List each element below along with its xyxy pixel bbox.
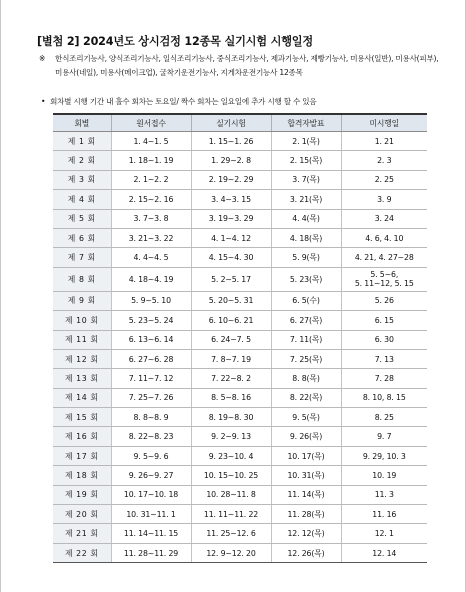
non-exam-days-cell: 5. 26 [341,291,427,310]
practical-exam-cell: 1. 15~1. 26 [191,132,271,151]
table-row [53,369,427,388]
table-row [53,132,427,151]
non-exam-days-cell: 7. 13 [341,349,427,368]
round-cell: 제 14 회 [53,388,111,407]
reference-mark-icon: ※ [39,54,46,63]
round-cell: 제 7 회 [53,248,111,267]
result-date-cell: 10. 17(목) [271,446,341,465]
table-row [53,291,427,310]
table-row [53,388,427,407]
result-date-cell: 4. 4(목) [271,209,341,228]
round-cell: 제 10 회 [53,311,111,330]
application-period-cell: 4. 18~4. 19 [111,267,191,291]
round-cell: 제 1 회 [53,132,111,151]
application-period-cell: 3. 7~3. 8 [111,209,191,228]
result-date-cell: 8. 22(목) [271,388,341,407]
non-exam-days-cell: 3. 9 [341,190,427,209]
non-exam-days-cell: 5. 5~6, 5. 11~12, 5. 15 [341,267,427,291]
practical-exam-cell: 12. 9~12. 20 [191,543,271,562]
round-cell: 제 9 회 [53,291,111,310]
extra-session-note [41,96,316,107]
application-period-cell: 1. 4~1. 5 [111,132,191,151]
application-period-cell: 5. 23~5. 24 [111,311,191,330]
exam-items-note-text: 한식조리기능사, 양식조리기능사, 일식조리기능사, 중식조리기능사, 제과기능사, 제빵기능사, 미용사(일반), 미용사(피부), 미용사(네일), 미용사(메이크업), 굴착기운전기능사, 지게차운전기능사 12종목 [55,54,439,77]
table-row [53,466,427,485]
non-exam-days-cell: 11. 3 [341,485,427,504]
practical-exam-cell: 10. 15~10. 25 [191,466,271,485]
practical-exam-cell: 9. 2~9. 13 [191,427,271,446]
table-row [53,209,427,228]
table-row [53,427,427,446]
practical-exam-cell: 8. 5~8. 16 [191,388,271,407]
application-period-cell: 2. 1~2. 2 [111,170,191,189]
application-period-cell: 10. 17~10. 18 [111,485,191,504]
round-cell: 제 6 회 [53,228,111,247]
result-date-cell: 3. 21(목) [271,190,341,209]
practical-exam-cell: 4. 1~4. 12 [191,228,271,247]
table-row [53,311,427,330]
practical-exam-cell: 2. 19~2. 29 [191,170,271,189]
application-period-cell: 6. 27~6. 28 [111,349,191,368]
table-row [53,485,427,504]
non-exam-days-cell: 3. 24 [341,209,427,228]
non-exam-days-cell: 9. 29, 10. 3 [341,446,427,465]
practical-exam-cell: 10. 28~11. 8 [191,485,271,504]
result-date-cell: 6. 27(목) [271,311,341,330]
non-exam-days-cell: 8. 10, 8. 15 [341,388,427,407]
application-period-cell: 4. 4~4. 5 [111,248,191,267]
practical-exam-cell: 5. 2~5. 17 [191,267,271,291]
practical-exam-cell: 4. 15~4. 30 [191,248,271,267]
application-period-cell: 5. 9~5. 10 [111,291,191,310]
practical-exam-cell: 3. 19~3. 29 [191,209,271,228]
application-period-cell: 7. 11~7. 12 [111,369,191,388]
practical-exam-cell: 5. 20~5. 31 [191,291,271,310]
round-cell: 제 5 회 [53,209,111,228]
result-date-cell: 12. 12(목) [271,524,341,543]
result-date-cell: 8. 8(목) [271,369,341,388]
result-date-cell: 7. 11(목) [271,330,341,349]
practical-exam-cell: 3. 4~3. 15 [191,190,271,209]
bullet-icon: • [41,97,46,106]
result-date-cell: 11. 28(목) [271,505,341,524]
round-cell: 제 17 회 [53,446,111,465]
non-exam-days-cell: 7. 28 [341,369,427,388]
round-cell: 제 13 회 [53,369,111,388]
application-period-cell: 9. 26~9. 27 [111,466,191,485]
round-cell: 제 8 회 [53,267,111,291]
result-date-cell: 5. 23(목) [271,267,341,291]
application-period-cell: 8. 8~8. 9 [111,408,191,427]
application-period-cell: 3. 21~3. 22 [111,228,191,247]
table-row [53,524,427,543]
non-exam-days-cell: 1. 21 [341,132,427,151]
practical-exam-cell: 11. 11~11. 22 [191,505,271,524]
round-cell: 제 22 회 [53,543,111,562]
exam-items-note [39,52,439,80]
practical-exam-cell: 6. 10~6. 21 [191,311,271,330]
application-period-cell: 7. 25~7. 26 [111,388,191,407]
round-cell: 제 11 회 [53,330,111,349]
table-row [53,151,427,170]
table-row [53,408,427,427]
table-row [53,190,427,209]
table-row [53,267,427,291]
practical-exam-cell: 9. 23~10. 4 [191,446,271,465]
result-date-cell: 6. 5(수) [271,291,341,310]
application-period-cell: 1. 18~1. 19 [111,151,191,170]
table-row [53,543,427,562]
result-date-cell: 2. 1(목) [271,132,341,151]
non-exam-days-cell: 12. 14 [341,543,427,562]
header-non-exam-days: 미시행일 [341,114,427,132]
non-exam-days-cell: 2. 25 [341,170,427,189]
table-row [53,330,427,349]
practical-exam-cell: 7. 22~8. 2 [191,369,271,388]
round-cell: 제 3 회 [53,170,111,189]
application-period-cell: 10. 31~11. 1 [111,505,191,524]
result-date-cell: 9. 5(목) [271,408,341,427]
result-date-cell: 7. 25(목) [271,349,341,368]
table-row [53,446,427,465]
practical-exam-cell: 11. 25~12. 6 [191,524,271,543]
table-row [53,248,427,267]
round-cell: 제 15 회 [53,408,111,427]
table-row [53,170,427,189]
application-period-cell: 11. 14~11. 15 [111,524,191,543]
result-date-cell: 11. 14(목) [271,485,341,504]
round-cell: 제 18 회 [53,466,111,485]
document-title: [별첨 2] 2024년도 상시검정 12종목 실기시험 시행일정 [37,35,314,48]
extra-session-note-text: 회차별 시행 기간 내 홀수 회차는 토요일/ 짝수 회차는 일요일에 추가 시행 할 수 있음 [50,97,317,106]
non-exam-days-cell: 4. 21, 4. 27~28 [341,248,427,267]
table-row [53,349,427,368]
round-cell: 제 16 회 [53,427,111,446]
header-practical-exam-period: 실기시험 [191,114,271,132]
practical-exam-cell: 8. 19~8. 30 [191,408,271,427]
non-exam-days-cell: 4. 6, 4. 10 [341,228,427,247]
result-date-cell: 4. 18(목) [271,228,341,247]
result-date-cell: 9. 26(목) [271,427,341,446]
application-period-cell: 9. 5~9. 6 [111,446,191,465]
round-cell: 제 21 회 [53,524,111,543]
practical-exam-cell: 6. 24~7. 5 [191,330,271,349]
non-exam-days-cell: 12. 1 [341,524,427,543]
round-cell: 제 20 회 [53,505,111,524]
result-date-cell: 2. 15(목) [271,151,341,170]
exam-schedule-table [53,113,427,563]
non-exam-days-cell: 10. 19 [341,466,427,485]
table-header-row [53,114,427,132]
header-application-period: 원서접수 [111,114,191,132]
result-date-cell: 3. 7(목) [271,170,341,189]
application-period-cell: 6. 13~6. 14 [111,330,191,349]
non-exam-days-cell: 6. 30 [341,330,427,349]
application-period-cell: 8. 22~8. 23 [111,427,191,446]
non-exam-days-cell: 2. 3 [341,151,427,170]
practical-exam-cell: 7. 8~7. 19 [191,349,271,368]
round-cell: 제 4 회 [53,190,111,209]
non-exam-days-cell: 6. 15 [341,311,427,330]
result-date-cell: 10. 31(목) [271,466,341,485]
practical-exam-cell: 1. 29~2. 8 [191,151,271,170]
header-round: 회별 [53,114,111,132]
non-exam-days-cell: 11. 16 [341,505,427,524]
non-exam-days-cell: 9. 7 [341,427,427,446]
table-row [53,505,427,524]
header-result-announcement: 합격자발표 [271,114,341,132]
application-period-cell: 2. 15~2. 16 [111,190,191,209]
non-exam-days-cell: 8. 25 [341,408,427,427]
result-date-cell: 5. 9(목) [271,248,341,267]
round-cell: 제 19 회 [53,485,111,504]
application-period-cell: 11. 28~11. 29 [111,543,191,562]
round-cell: 제 12 회 [53,349,111,368]
round-cell: 제 2 회 [53,151,111,170]
result-date-cell: 12. 26(목) [271,543,341,562]
table-row [53,228,427,247]
